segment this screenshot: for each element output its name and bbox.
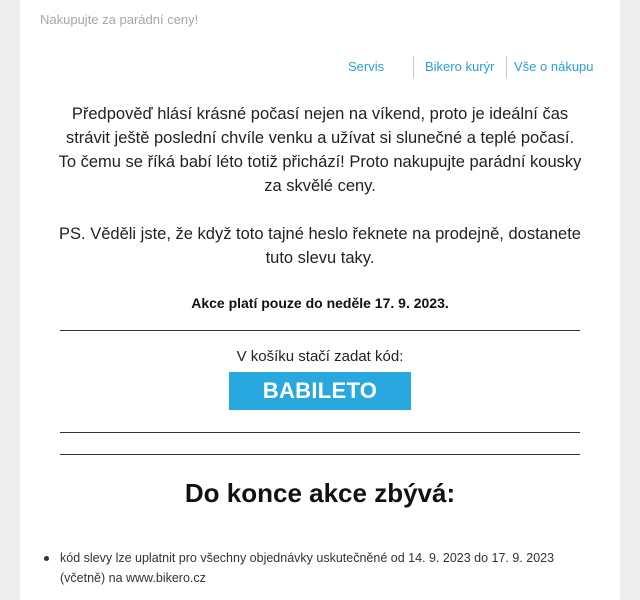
bullet-icon — [44, 556, 49, 561]
nav-link-vse-o-nakupu[interactable]: Vše o nákupu — [514, 59, 594, 74]
divider-line — [60, 454, 580, 455]
divider-line — [60, 432, 580, 433]
list-item — [60, 548, 590, 588]
nav-divider — [506, 56, 507, 78]
intro-paragraph: Předpověď hlásí krásné počasí nejen na víkend, proto je ideální čas strávit ještě poslední chvíle venku a užívat si slunečné a teplé počasí. — [65, 105, 575, 147]
terms-text: kód slevy lze uplatnit pro všechny objednávky uskutečněné od 14. 9. 2023 do 17. 9. 2023 (včetně) na www.bikero.cz — [60, 551, 555, 585]
countdown-title: Do konce akce zbývá: — [184, 478, 456, 508]
code-label: V košíku stačí zadat kód: — [236, 348, 404, 365]
divider-line — [60, 330, 580, 331]
preheader-text: Nakupujte za parádní ceny! — [40, 12, 199, 27]
email-card — [20, 0, 620, 600]
intro-paragraph: To čemu se říká babí léto totiž přichází! Proto nakupujte parádní kousky za skvělé ceny. — [58, 153, 582, 195]
nav-link-servis[interactable]: Servis — [348, 59, 385, 74]
top-navigation — [20, 56, 620, 78]
discount-code-badge[interactable]: BABILETO — [229, 372, 411, 410]
validity-notice: Akce platí pouze do neděle 17. 9. 2023. — [191, 295, 449, 311]
nav-divider — [413, 56, 414, 78]
ps-paragraph: PS. Věděli jste, že když toto tajné heslo řeknete na prodejně, dostanete tuto slevu taky. — [59, 225, 581, 267]
nav-link-bikero-kuryr[interactable]: Bikero kurýr — [425, 59, 495, 74]
terms-list — [60, 548, 590, 588]
